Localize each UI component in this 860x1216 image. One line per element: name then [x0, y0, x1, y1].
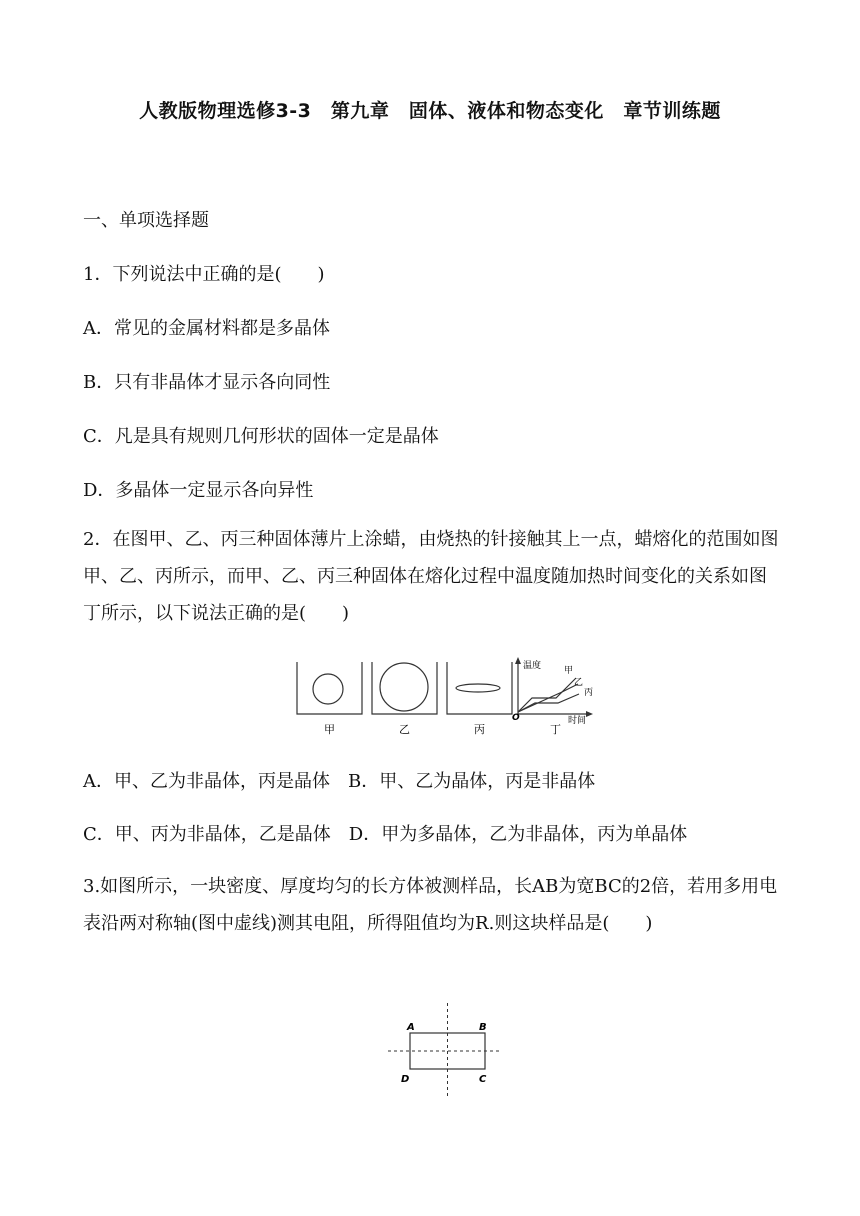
corner-label-d: D — [401, 1074, 410, 1085]
question-1-option-c: C．凡是具有规则几何形状的固体一定是晶体 — [83, 426, 439, 447]
x-axis-label: 时间 — [568, 716, 587, 726]
panel-label-yi: 乙 — [399, 723, 410, 736]
corner-label-a: A — [407, 1022, 415, 1033]
question-1-option-a: A．常见的金属材料都是多晶体 — [83, 318, 330, 339]
panel-label-jia: 甲 — [324, 723, 335, 736]
panel-bing-ellipse — [456, 684, 500, 692]
corner-label-c: C — [479, 1074, 487, 1085]
y-axis-arrow — [515, 657, 521, 664]
question-2-figure — [294, 656, 604, 740]
panel-jia-frame — [297, 662, 362, 714]
question-2-options-row-1: A．甲、乙为非晶体，丙是晶体 B．甲、乙为晶体，丙是非晶体 — [83, 771, 596, 792]
question-1-option-d: D．多晶体一定显示各向异性 — [83, 480, 314, 501]
corner-label-b: B — [479, 1022, 487, 1033]
x-axis-arrow — [586, 711, 593, 717]
y-axis-label: 温度 — [523, 661, 542, 671]
question-2-options-row-2: C．甲、丙为非晶体，乙是晶体 D．甲为多晶体，乙为非晶体，丙为单晶体 — [83, 824, 688, 845]
curve-label-jia: 甲 — [564, 666, 574, 676]
question-2-stem: 2．在图甲、乙、丙三种固体薄片上涂蜡，由烧热的针接触其上一点，蜡熔化的范围如图甲、乙、丙所示，而甲、乙、丙三种固体在熔化过程中温度随加热时间变化的关系如图丁所示，以下说法正确的是( ) — [83, 529, 779, 624]
curve-label-bing: 丙 — [584, 688, 594, 698]
panel-bing-frame — [447, 662, 512, 714]
page-title: 人教版物理选修3-3 第九章 固体、液体和物态变化 章节训练题 — [139, 100, 721, 122]
section-heading: 一、单项选择题 — [83, 210, 209, 231]
panel-label-bing: 丙 — [474, 723, 485, 736]
panel-yi-circle — [380, 663, 428, 711]
panel-jia-circle — [313, 674, 343, 704]
question-1-stem: 1．下列说法中正确的是( ) — [83, 264, 325, 285]
panel-yi-frame — [372, 662, 437, 714]
curve-label-yi: 乙 — [574, 678, 584, 688]
question-1-option-b: B．只有非晶体才显示各向同性 — [83, 372, 331, 393]
question-3-figure — [380, 1000, 510, 1100]
question-3-stem: 3.如图所示，一块密度、厚度均匀的长方体被测样品，长AB为宽BC的2倍，若用多用电表沿两对称轴(图中虚线)测其电阻，所得阻值均为R.则这块样品是( ) — [83, 876, 778, 934]
origin-label: O — [512, 713, 520, 723]
panel-label-ding: 丁 — [550, 723, 561, 736]
